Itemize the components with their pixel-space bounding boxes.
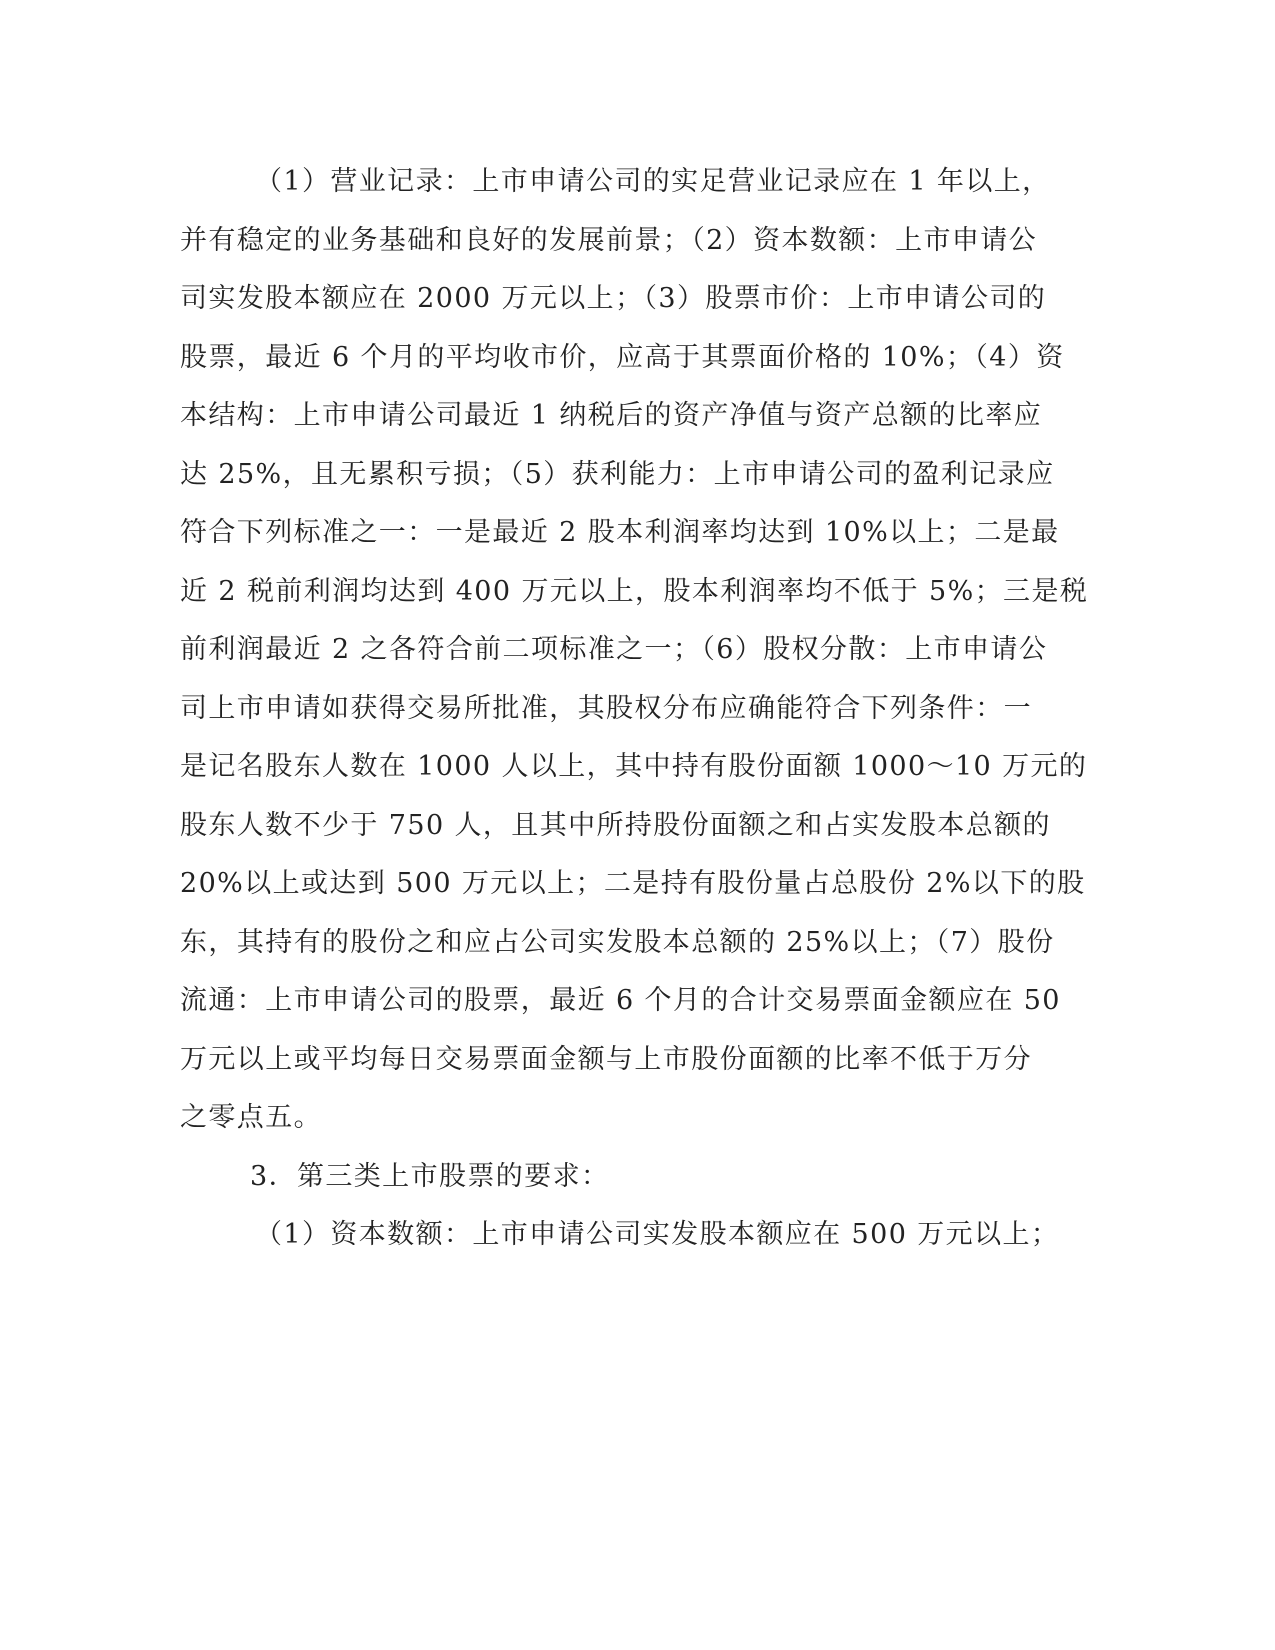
- section-heading: 3．第三类上市股票的要求：: [250, 1161, 610, 1192]
- paragraph-line: 本结构：上市申请公司最近 1 纳税后的资产净值与资产总额的比率应: [180, 400, 1043, 431]
- paragraph-line: 符合下列标准之一：一是最近 2 股本利润率均达到 10%以上；二是最: [180, 517, 1060, 548]
- paragraph-line: 司上市申请如获得交易所批准，其股权分布应确能符合下列条件：一: [180, 693, 1032, 724]
- paragraph-line: 20%以上或达到 500 万元以上；二是持有股份量占总股份 2%以下的股: [180, 868, 1086, 899]
- paragraph-line: 股东人数不少于 750 人，且其中所持股份面额之和占实发股本总额的: [180, 810, 1051, 841]
- paragraph-line: 近 2 税前利润均达到 400 万元以上，股本利润率均不低于 5%；三是税: [180, 576, 1089, 607]
- paragraph-line: 股票，最近 6 个月的平均收市价，应高于其票面价格的 10%；（4）资: [180, 342, 1065, 373]
- paragraph-line: 之零点五。: [180, 1102, 322, 1133]
- paragraph-line: （1）资本数额：上市申请公司实发股本额应在 500 万元以上；: [255, 1219, 1060, 1250]
- paragraph-line: 是记名股东人数在 1000 人以上，其中持有股份面额 1000～10 万元的: [180, 751, 1088, 782]
- paragraph-line: 流通：上市申请公司的股票，最近 6 个月的合计交易票面金额应在 50: [180, 985, 1061, 1016]
- paragraph-line: 东，其持有的股份之和应占公司实发股本总额的 25%以上；（7）股份: [180, 927, 1055, 958]
- paragraph-line: （1）营业记录：上市申请公司的实足营业记录应在 1 年以上，: [255, 166, 1051, 197]
- paragraph-line: 万元以上或平均每日交易票面金额与上市股份面额的比率不低于万分: [180, 1044, 1032, 1075]
- paragraph-line: 前利润最近 2 之各符合前二项标准之一；（6）股权分散：上市申请公: [180, 634, 1048, 665]
- paragraph-line: 司实发股本额应在 2000 万元以上；（3）股票市价：上市申请公司的: [180, 283, 1047, 314]
- paragraph-line: 达 25%，且无累积亏损；（5）获利能力：上市申请公司的盈利记录应: [180, 459, 1055, 490]
- paragraph-line: 并有稳定的业务基础和良好的发展前景；（2）资本数额：上市申请公: [180, 225, 1038, 256]
